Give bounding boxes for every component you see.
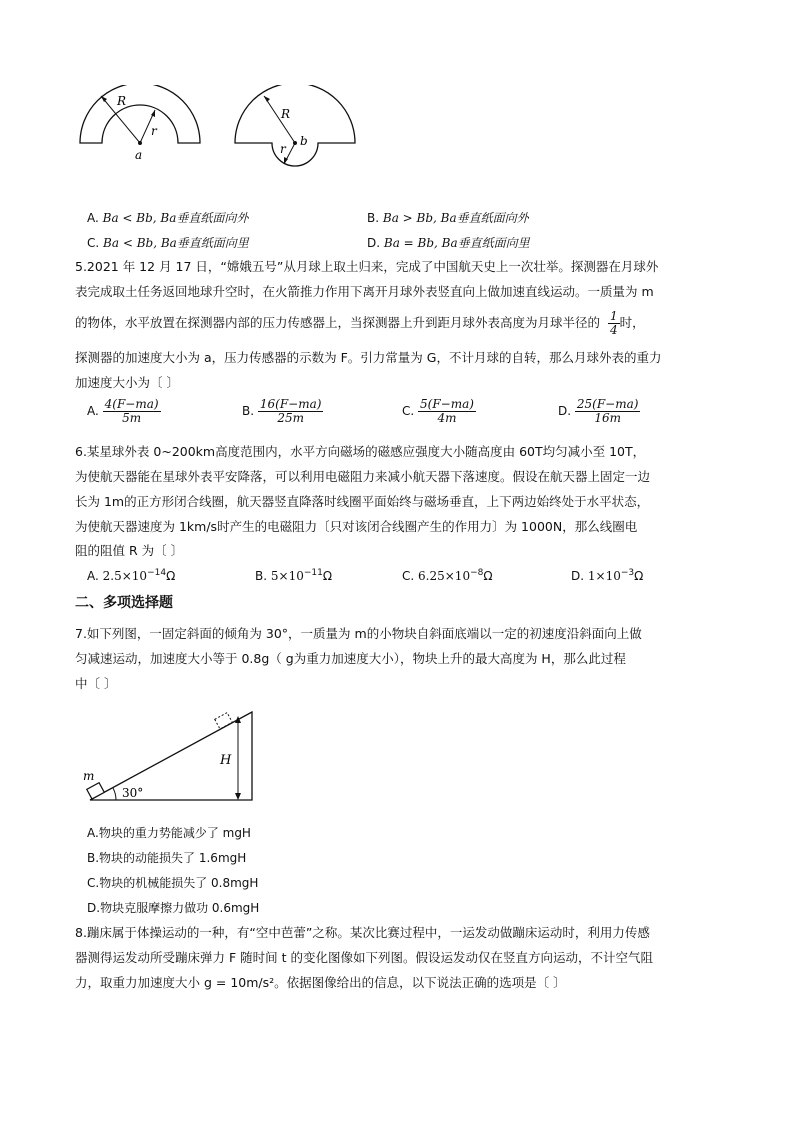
q5-line-3-text: 的物体，水平放置在探测器内部的压力传感器上，当探测器上升到距月球外表高度为月球半径的 xyxy=(75,315,601,330)
fig-b-point: b xyxy=(300,134,308,148)
q6-option-d: D. $1\times 10^{-3}\Omega$ xyxy=(571,568,644,583)
q5-option-d: D. $\frac{25(F-ma)}{16m}$ xyxy=(558,397,639,425)
q7-option-d: D.物块克服摩擦力做功 0.6mgH xyxy=(87,901,260,915)
fig-b-r: r xyxy=(280,142,286,156)
fig-a-point: a xyxy=(135,148,143,162)
fig-a-r: r xyxy=(151,124,157,138)
fig-q7-m: m xyxy=(83,769,95,783)
q5-option-a: A. $\frac{4(F-ma)}{5m}$ xyxy=(87,397,159,425)
q7-option-a: A.物块的重力势能减少了 mgH xyxy=(87,826,251,840)
q4-figure-a xyxy=(75,85,205,165)
q6-option-a: A. $2.5\times 10^{-14}\Omega$ xyxy=(87,568,176,583)
q5-line-3 xyxy=(75,310,645,337)
fig-q7-H: H xyxy=(220,753,232,768)
q5-line-2: 表完成取土任务返回地球升空时，在火箭推力作用下离开月球外表竖直向上做加速直线运动。一质量为 m xyxy=(75,284,654,299)
q5-line-5: 加速度大小为〔 〕 xyxy=(75,375,179,390)
q4-option-c: C. Ba < Bb, Ba垂直纸面向里 xyxy=(87,236,249,250)
q5-option-c: C. $\frac{5(F-ma)}{4m}$ xyxy=(402,397,474,425)
q7-line-1: 7.如下列图，一固定斜面的倾角为 30°，一质量为 m的小物块自斜面底端以一定的初速度沿斜面向上做 xyxy=(75,626,642,641)
q4-option-d: D. Ba = Bb, Ba垂直纸面向里 xyxy=(367,236,530,250)
q6-line-2: 为使航天器能在星球外表平安降落，可以利用电磁阻力来减小航天器下落速度。假设在航天器上固定一边 xyxy=(75,469,651,484)
q5-fraction: $\frac{1}{4}$ xyxy=(610,309,618,337)
section-heading-multiple-choice: 二、多项选择题 xyxy=(75,595,173,611)
q7-incline-figure xyxy=(80,700,260,810)
q4-option-b: B. Ba > Bb, Ba垂直纸面向外 xyxy=(367,211,529,225)
q6-line-1: 6.某星球外表 0~200km高度范围内，水平方向磁场的磁感应强度大小随高度由 60T均匀减小至 10T， xyxy=(75,444,646,459)
q4-option-a: A. Ba < Bb, Ba垂直纸面向外 xyxy=(87,211,249,225)
q7-option-c: C.物块的机械能损失了 0.8mgH xyxy=(87,876,259,890)
fig-a-R: R xyxy=(117,94,127,108)
q6-line-4: 为使航天器速度为 1km/s时产生的电磁阻力〔只对该闭合线圈产生的作用力〕为 1000N，那么线圈电 xyxy=(75,519,638,534)
q6-line-3: 长为 1m的正方形闭合线圈，航天器竖直降落时线圈平面始终与磁场垂直，上下两边始终处于水平状态， xyxy=(75,494,650,509)
q8-line-3: 力，取重力加速度大小 g = 10m/s²。依据图像给出的信息，以下说法正确的选项是〔 〕 xyxy=(75,975,566,990)
q6-option-c: C. $6.25\times 10^{-8}\Omega$ xyxy=(402,568,493,583)
q5-line-4: 探测器的加速度大小为 a，压力传感器的示数为 F。引力常量为 G，不计月球的自转，那么月球外表的重力 xyxy=(75,350,662,365)
q8-line-1: 8.蹦床属于体操运动的一种，有“空中芭蕾”之称。某次比赛过程中，一运发动做蹦床运动时，利用力传感 xyxy=(75,925,650,940)
q7-line-2: 匀减速运动，加速度大小等于 0.8g（ g为重力加速度大小），物块上升的最大高度为 H，那么此过程 xyxy=(75,651,626,666)
q8-line-2: 器测得运发动所受蹦床弹力 F 随时间 t 的变化图像如下列图。假设运发动仅在竖直方向运动，不计空气阻 xyxy=(75,950,653,965)
fig-q7-angle: 30° xyxy=(122,786,144,800)
q5-option-b: B. $\frac{16(F-ma)}{25m}$ xyxy=(242,397,322,425)
q5-after-fraction: 时， xyxy=(619,315,645,330)
q6-line-5: 阻的阻值 R 为〔 〕 xyxy=(75,543,184,558)
q4-figure-b xyxy=(230,85,360,185)
q5-line-1: 5.2021 年 12 月 17 日，“嫦娥五号”从月球上取土归来，完成了中国航天史上一次壮举。探测器在月球外 xyxy=(75,259,659,274)
fig-b-R: R xyxy=(281,107,291,121)
q7-line-3: 中〔 〕 xyxy=(75,676,117,691)
q6-option-b: B. $5\times 10^{-11}\Omega$ xyxy=(255,568,333,583)
q7-option-b: B.物块的动能损失了 1.6mgH xyxy=(87,851,247,865)
